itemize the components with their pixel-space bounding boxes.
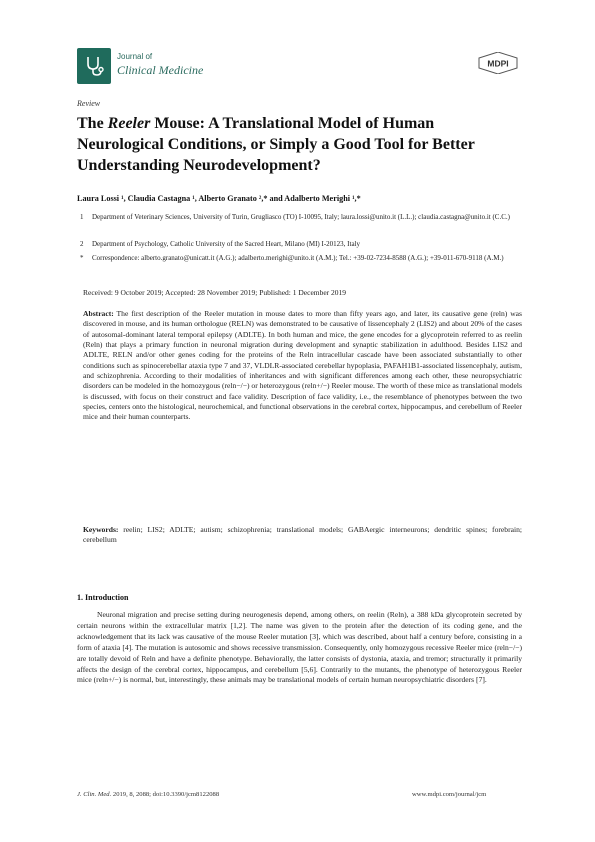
footer-citation: J. Clin. Med. 2019, 8, 2088; doi:10.3390/jcm8122088: [77, 791, 220, 798]
affiliation-1: 1 Department of Veterinary Sciences, University of Turin, Grugliasco (TO) I-10095, Italy; laura.lossi@unito.it (L.L.); claudia.castagna@unito.it (C.C.): [80, 213, 510, 221]
abstract-label: Abstract:: [83, 309, 114, 318]
article-type: Review: [77, 99, 101, 108]
publication-dates: Received: 9 October 2019; Accepted: 28 November 2019; Published: 1 December 2019: [83, 288, 347, 297]
journal-logo: [77, 48, 111, 84]
abstract-text: The first description of the Reeler mutation in mouse dates to more than fifty years ago, and later, its causative gene (reln) was discovered in mouse, and its human orthologue (RELN) was demonstrated to be causative of lissencephaly 2 (LIS2) and about 20% of the cases of autosomal-dominant lateral temporal epilepsy (ADLTE). In both human and mice, the gene encodes for a glycoprotein referred to as reelin (Reln) that plays a primary function in neuronal migration during development and synaptic stabilization in adulthood. Besides LIS2 and ADLTE, RELN and/or other genes coding for the proteins of the Reln intracellular cascade have been associated substantially to other conditions such as spinocerebellar ataxia type 7 and 37, VLDLR-associated cerebellar hypoplasia, PAFAH1B1-associated lissencephaly, autism, and schizophrenia. According to their modalities of inheritances and with significant differences among each other, these neuropsychiatric disorders can be modeled in the homozygous (reln−/−) or heterozygous (reln+/−) Reeler mouse. The worth of these mice as translational models is discussed, with focus on their construct and face validity. Description of face validity, i.e., the resemblance of phenotypes between the two species, centers onto the histological, neurochemical, and functional observations in the cerebral cortex, hippocampus, and cerebellum of Reeler mice and their human counterparts.: [83, 309, 522, 422]
stethoscope-icon: [83, 55, 105, 77]
article-title: The Reeler Mouse: A Translational Model of Human Neurological Conditions, or Simply a Good Tool for Better Understanding Neurodevelopment?: [77, 115, 475, 174]
footer-url[interactable]: www.mdpi.com/journal/jcm: [412, 791, 487, 798]
author-list: Laura Lossi ¹, Claudia Castagna ¹, Alberto Granato ²,* and Adalberto Merighi ¹,*: [77, 194, 361, 203]
publisher-logo: [478, 52, 518, 74]
keywords-label: Keywords:: [83, 525, 119, 534]
section-body: Neuronal migration and precise setting during neurogenesis depend, among others, on reelin (Reln), a 388 kDa glycoprotein secreted by certain neurons within the extracellular matrix [1,2]. The name was given to the protein after the detection of its coding gene, and the acknowledgement that its lack was causative of the mouse Reeler mutation [3], which was described, about half a century before, consisting in a form of ataxia [4]. The mutation is autosomic and shows recessive transmission. Consequently, only homozygous recessive Reeler mice (reln−/−) are totally devoid of Reln and have a definite phenotype. Behaviorally, the latter consists of dystonia, ataxia, and tremor; structurally it primarily affects the design of the cerebral cortex, hippocampus, and cerebellum [5,6]. Contrarily to the mutants, the phenotype of heterozygous Reeler mice (reln+/−) is normal, but, interestingly, these animals may be translational models of certain human neuropsychiatric disorders [7].: [77, 610, 522, 685]
keywords: [83, 525, 522, 546]
section-heading: 1. Introduction: [77, 593, 129, 602]
abstract: [83, 309, 522, 423]
journal-name: Clinical Medicine: [117, 63, 204, 77]
correspondence: * Correspondence: alberto.granato@unicatt.it (A.G.); adalberto.merighi@unito.it (A.M.); Tel.: +39-02-7234-8588 (A.G.); +39-011-670-9118 (A.M.): [80, 254, 504, 262]
publisher-name: MDPI: [487, 58, 509, 69]
affiliation-2: 2 Department of Psychology, Catholic University of the Sacred Heart, Milano (MI) I-20123, Italy: [80, 240, 361, 248]
journal-name-small: Journal of: [117, 52, 153, 61]
keywords-text: reelin; LIS2; ADLTE; autism; schizophrenia; translational models; GABAergic interneurons; dendritic spines; forebrain; cerebellum: [83, 525, 522, 545]
